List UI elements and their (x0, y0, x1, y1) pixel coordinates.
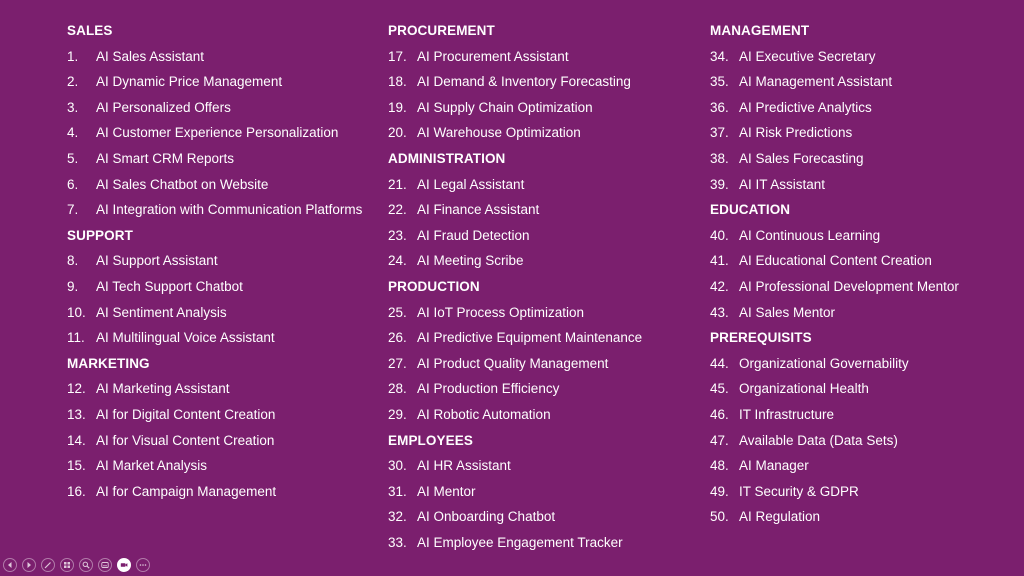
list-item (388, 44, 642, 70)
item-number: 45. (710, 381, 729, 397)
camera-icon (120, 561, 128, 569)
item-number: 40. (710, 227, 729, 243)
item-label: AI Employee Engagement Tracker (417, 534, 623, 550)
section-heading-marketing: MARKETING (67, 355, 150, 371)
item-label: AI Predictive Analytics (739, 99, 872, 115)
list-item (388, 69, 642, 95)
item-label: AI Tech Support Chatbot (96, 278, 243, 294)
column-3 (710, 18, 959, 530)
item-number: 30. (388, 458, 407, 474)
list-item (710, 351, 959, 377)
item-number: 33. (388, 534, 407, 550)
item-number: 50. (710, 509, 729, 525)
item-number: 20. (388, 125, 407, 141)
item-number: 49. (710, 483, 729, 499)
item-number: 23. (388, 227, 407, 243)
item-number: 24. (388, 253, 407, 269)
item-label: AI Sentiment Analysis (96, 304, 227, 320)
item-label: AI for Visual Content Creation (96, 432, 275, 448)
column-2 (388, 18, 642, 555)
item-number: 3. (67, 99, 79, 115)
next-icon (25, 561, 33, 569)
item-number: 48. (710, 458, 729, 474)
list-item (67, 274, 362, 300)
list-item (388, 120, 642, 146)
camera-button[interactable] (117, 558, 131, 572)
item-label: AI IoT Process Optimization (417, 304, 585, 320)
item-label: Available Data (Data Sets) (739, 432, 898, 448)
item-number: 41. (710, 253, 729, 269)
list-item (388, 351, 642, 377)
more-options-icon (139, 561, 147, 569)
pen-icon (44, 561, 52, 569)
list-item (388, 300, 642, 326)
item-label: AI Market Analysis (96, 458, 208, 474)
list-item (388, 504, 642, 530)
item-label: AI Dynamic Price Management (96, 74, 283, 90)
item-number: 43. (710, 304, 729, 320)
item-label: AI Executive Secretary (739, 48, 876, 64)
item-label: Organizational Governability (739, 355, 909, 371)
item-label: AI Supply Chain Optimization (417, 99, 593, 115)
item-number: 17. (388, 48, 407, 64)
list-item (67, 44, 362, 70)
item-number: 38. (710, 150, 729, 166)
see-all-slides-icon (63, 561, 71, 569)
previous-icon (6, 561, 14, 569)
item-label: AI Continuous Learning (739, 227, 881, 243)
list-item (67, 69, 362, 95)
item-number: 46. (710, 406, 729, 422)
zoom-button[interactable] (79, 558, 93, 572)
section-heading-administration: ADMINISTRATION (388, 150, 506, 166)
item-label: AI for Digital Content Creation (96, 406, 276, 422)
item-label: AI Procurement Assistant (417, 48, 569, 64)
item-label: AI Integration with Communication Platforms (96, 202, 363, 218)
item-number: 28. (388, 381, 407, 397)
section-heading-management: MANAGEMENT (710, 23, 810, 38)
item-number: 25. (388, 304, 407, 320)
column-1 (67, 18, 362, 504)
item-number: 10. (67, 304, 86, 320)
item-number: 29. (388, 406, 407, 422)
list-item (710, 479, 959, 505)
item-number: 9. (67, 278, 79, 294)
item-label: IT Security & GDPR (739, 483, 859, 499)
section-heading-education: EDUCATION (710, 202, 791, 218)
item-number: 47. (710, 432, 729, 448)
list-item (388, 479, 642, 505)
item-label: AI Multilingual Voice Assistant (96, 330, 275, 346)
list-item (67, 402, 362, 428)
section-heading-sales: SALES (67, 23, 113, 38)
list-item (388, 197, 642, 223)
item-number: 13. (67, 406, 86, 422)
item-number: 32. (388, 509, 407, 525)
item-label: AI Demand & Inventory Forecasting (417, 74, 631, 90)
item-label: AI Predictive Equipment Maintenance (417, 330, 643, 346)
list-item (710, 376, 959, 402)
item-label: AI Personalized Offers (96, 99, 231, 115)
item-number: 31. (388, 483, 407, 499)
list-item (388, 530, 642, 556)
item-number: 42. (710, 278, 729, 294)
item-label: AI Onboarding Chatbot (417, 509, 556, 525)
item-number: 27. (388, 355, 407, 371)
item-number: 21. (388, 176, 407, 192)
item-label: IT Infrastructure (739, 406, 835, 422)
item-number: 12. (67, 381, 86, 397)
list-item (67, 300, 362, 326)
list-item (710, 428, 959, 454)
item-label: AI Regulation (739, 509, 821, 525)
list-item (710, 95, 959, 121)
list-item (67, 453, 362, 479)
item-label: AI Customer Experience Personalization (96, 125, 339, 141)
item-number: 4. (67, 125, 79, 141)
item-number: 2. (67, 74, 79, 90)
list-item (67, 120, 362, 146)
list-item (710, 300, 959, 326)
item-label: AI Smart CRM Reports (96, 150, 235, 166)
list-item (67, 248, 362, 274)
section-heading-production: PRODUCTION (388, 278, 480, 294)
item-number: 18. (388, 74, 407, 90)
more-options-button[interactable] (136, 558, 150, 572)
item-label: AI Robotic Automation (417, 406, 551, 422)
list-item (710, 274, 959, 300)
item-label: AI for Campaign Management (96, 483, 277, 499)
pen-button[interactable] (41, 558, 55, 572)
list-item (710, 248, 959, 274)
list-item (67, 428, 362, 454)
see-all-slides-button[interactable] (60, 558, 74, 572)
list-item (388, 248, 642, 274)
item-number: 26. (388, 330, 407, 346)
item-label: AI Risk Predictions (739, 125, 853, 141)
item-number: 5. (67, 150, 79, 166)
list-item (710, 223, 959, 249)
list-item (388, 453, 642, 479)
list-item (710, 146, 959, 172)
list-item (710, 69, 959, 95)
item-number: 14. (67, 432, 86, 448)
item-label: AI Sales Assistant (96, 48, 205, 64)
previous-button[interactable] (3, 558, 17, 572)
item-label: AI Finance Assistant (417, 202, 540, 218)
list-item (710, 453, 959, 479)
item-number: 35. (710, 74, 729, 90)
item-label: AI Mentor (417, 483, 476, 499)
section-heading-procurement: PROCUREMENT (388, 23, 495, 38)
item-label: Organizational Health (739, 381, 869, 397)
section-heading-support: SUPPORT (67, 227, 133, 243)
item-number: 8. (67, 253, 79, 269)
item-label: AI Production Efficiency (417, 381, 560, 397)
item-label: AI Sales Chatbot on Website (96, 176, 269, 192)
list-item (67, 95, 362, 121)
list-item (388, 402, 642, 428)
item-number: 11. (67, 330, 85, 346)
list-item (388, 223, 642, 249)
item-number: 19. (388, 99, 407, 115)
item-label: AI IT Assistant (739, 176, 826, 192)
item-number: 7. (67, 202, 79, 218)
item-number: 37. (710, 125, 729, 141)
item-number: 44. (710, 355, 729, 371)
item-number: 1. (67, 48, 79, 64)
item-label: AI Sales Forecasting (739, 150, 864, 166)
zoom-icon (82, 561, 90, 569)
list-item (388, 95, 642, 121)
item-number: 34. (710, 48, 729, 64)
item-label: AI Support Assistant (96, 253, 218, 269)
list-item (710, 504, 959, 530)
list-item (710, 44, 959, 70)
item-label: AI Manager (739, 458, 809, 474)
item-number: 16. (67, 483, 86, 499)
subtitles-button[interactable] (98, 558, 112, 572)
list-item (67, 325, 362, 351)
list-item (67, 479, 362, 505)
list-item (388, 325, 642, 351)
item-number: 39. (710, 176, 729, 192)
item-label: AI Marketing Assistant (96, 381, 230, 397)
item-number: 6. (67, 176, 79, 192)
section-heading-prerequisits: PREREQUISITS (710, 330, 812, 346)
item-number: 22. (388, 202, 407, 218)
slideshow-toolbar (3, 557, 150, 573)
item-label: AI Educational Content Creation (739, 253, 932, 269)
item-label: AI Product Quality Management (417, 355, 609, 371)
item-label: AI Warehouse Optimization (417, 125, 581, 141)
subtitles-icon (101, 561, 109, 569)
list-item (710, 172, 959, 198)
list-item (67, 146, 362, 172)
list-item (67, 197, 362, 223)
item-label: AI Fraud Detection (417, 227, 530, 243)
item-label: AI Sales Mentor (739, 304, 836, 320)
item-label: AI Management Assistant (739, 74, 893, 90)
item-number: 15. (67, 458, 86, 474)
list-item (710, 120, 959, 146)
list-item (67, 172, 362, 198)
item-label: AI Meeting Scribe (417, 253, 524, 269)
item-number: 36. (710, 99, 729, 115)
item-label: AI Professional Development Mentor (739, 278, 959, 294)
list-item (388, 172, 642, 198)
item-label: AI Legal Assistant (417, 176, 525, 192)
list-item (67, 376, 362, 402)
section-heading-employees: EMPLOYEES (388, 432, 473, 448)
next-button[interactable] (22, 558, 36, 572)
list-item (388, 376, 642, 402)
list-item (710, 402, 959, 428)
item-label: AI HR Assistant (417, 458, 511, 474)
